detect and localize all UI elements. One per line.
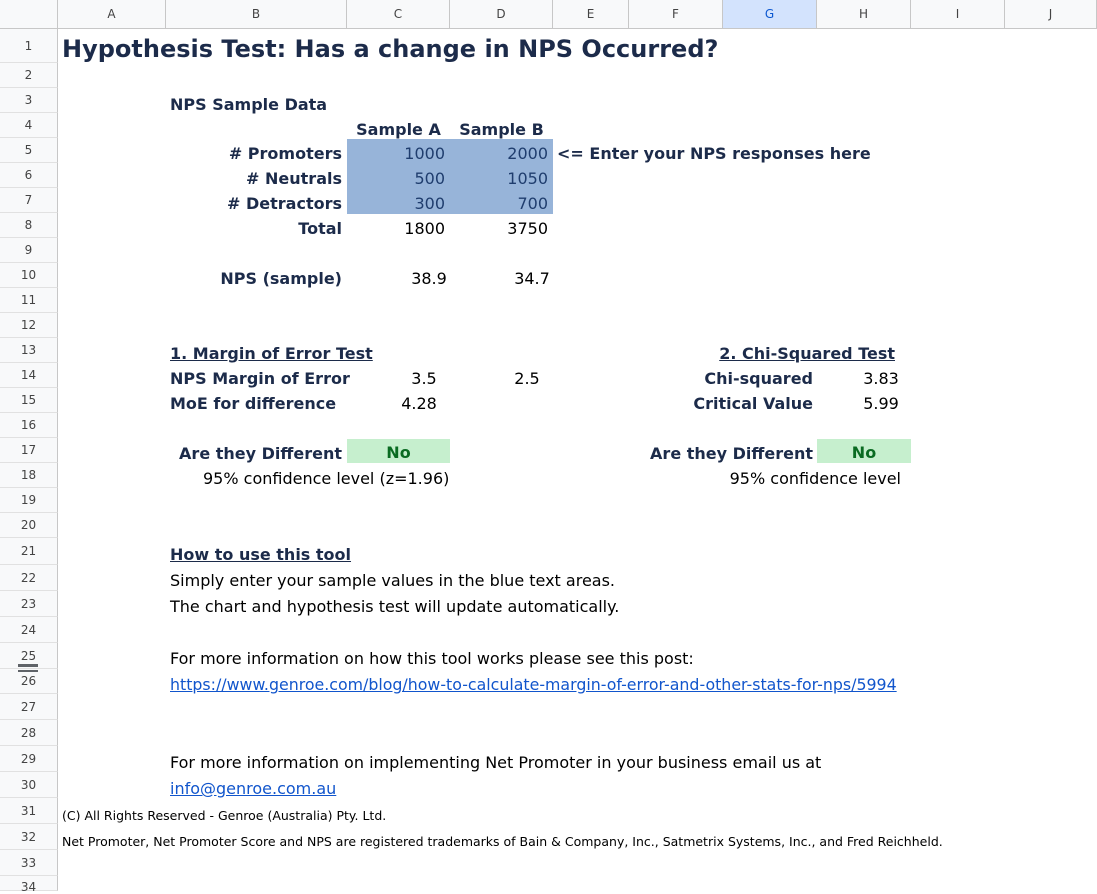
row-header-32[interactable]: 32 <box>0 824 58 850</box>
total-a-value: 1800 <box>404 219 445 238</box>
neutrals-b-input[interactable]: 1050 <box>507 169 548 188</box>
column-header-h[interactable]: H <box>817 0 911 29</box>
row-header-26[interactable]: 26 <box>0 669 58 694</box>
row-header-29[interactable]: 29 <box>0 746 58 772</box>
info-line-1: For more information on how this tool works please see this post: <box>170 649 694 668</box>
detractors-a-input[interactable]: 300 <box>414 194 445 213</box>
row-header-12[interactable]: 12 <box>0 313 58 338</box>
sample-heading: NPS Sample Data <box>170 95 328 114</box>
neutrals-label: # Neutrals <box>246 169 342 188</box>
sample-b-header: Sample B <box>459 120 544 139</box>
row-header-6[interactable]: 6 <box>0 163 58 188</box>
row-header-11[interactable]: 11 <box>0 288 58 313</box>
row-header-8[interactable]: 8 <box>0 213 58 238</box>
promoters-b-input[interactable]: 2000 <box>507 144 548 163</box>
input-hint: <= Enter your NPS responses here <box>557 144 871 163</box>
row-header-17[interactable]: 17 <box>0 438 58 463</box>
total-label: Total <box>298 219 342 238</box>
column-header-j[interactable]: J <box>1005 0 1097 29</box>
neutrals-a-input[interactable]: 500 <box>414 169 445 188</box>
row-header-24[interactable]: 24 <box>0 617 58 643</box>
chi-different-label: Are they Different <box>650 444 813 463</box>
moe-diff-value: 4.28 <box>401 394 437 413</box>
moe-confidence: 95% confidence level (z=1.96) <box>203 469 450 488</box>
column-header-g[interactable]: G <box>723 0 817 29</box>
sample-a-header: Sample A <box>356 120 441 139</box>
row-header-1[interactable]: 1 <box>0 29 58 63</box>
column-header-c[interactable]: C <box>347 0 450 29</box>
info-line-2: For more information on implementing Net Promoter in your business email us at <box>170 753 822 772</box>
chi-value: 3.83 <box>863 369 899 388</box>
moe-a-value: 3.5 <box>411 369 437 388</box>
row-header-25[interactable]: 25 <box>0 643 58 669</box>
nps-sample-label: NPS (sample) <box>220 269 342 288</box>
row-header-20[interactable]: 20 <box>0 513 58 538</box>
howto-heading: How to use this tool <box>170 545 352 564</box>
moe-different-label: Are they Different <box>179 444 342 463</box>
column-header-a[interactable]: A <box>58 0 166 29</box>
moe-heading: 1. Margin of Error Test <box>170 344 373 363</box>
row-header-22[interactable]: 22 <box>0 565 58 591</box>
row-header-23[interactable]: 23 <box>0 591 58 617</box>
row-header-15[interactable]: 15 <box>0 388 58 413</box>
chi-confidence: 95% confidence level <box>729 469 901 488</box>
moe-label: NPS Margin of Error <box>170 369 350 388</box>
detractors-b-input[interactable]: 700 <box>517 194 548 213</box>
column-header-e[interactable]: E <box>553 0 629 29</box>
row-header-27[interactable]: 27 <box>0 694 58 720</box>
row-header-30[interactable]: 30 <box>0 772 58 798</box>
row-header-21[interactable]: 21 <box>0 538 58 565</box>
column-header-b[interactable]: B <box>166 0 347 29</box>
row-header-19[interactable]: 19 <box>0 488 58 513</box>
promoters-a-input[interactable]: 1000 <box>404 144 445 163</box>
total-b-value: 3750 <box>507 219 548 238</box>
row-header-16[interactable]: 16 <box>0 413 58 438</box>
nps-a-value: 38.9 <box>411 269 447 288</box>
row-header-18[interactable]: 18 <box>0 463 58 488</box>
moe-different-result: No <box>347 439 450 463</box>
detractors-label: # Detractors <box>227 194 342 213</box>
row-header-4[interactable]: 4 <box>0 113 58 138</box>
row-header-7[interactable]: 7 <box>0 188 58 213</box>
column-header-d[interactable]: D <box>450 0 553 29</box>
select-all-corner[interactable] <box>0 0 58 29</box>
trademark-text: Net Promoter, Net Promoter Score and NPS are registered trademarks of Bain & Company, Inc., Satmetrix Systems, Inc., and Fred Reichheld. <box>62 834 943 849</box>
page-title: Hypothesis Test: Has a change in NPS Occurred? <box>62 35 719 63</box>
crit-value: 5.99 <box>863 394 899 413</box>
moe-diff-label: MoE for difference <box>170 394 337 413</box>
copyright-text: (C) All Rights Reserved - Genroe (Australia) Pty. Ltd. <box>62 808 387 823</box>
row-header-31[interactable]: 31 <box>0 798 58 824</box>
row-header-14[interactable]: 14 <box>0 363 58 388</box>
row-header-33[interactable]: 33 <box>0 850 58 876</box>
column-header-f[interactable]: F <box>629 0 723 29</box>
row-header-28[interactable]: 28 <box>0 720 58 746</box>
freeze-handle-line <box>18 670 38 672</box>
email-link[interactable]: info@genroe.com.au <box>170 779 337 798</box>
chi-label: Chi-squared <box>704 369 813 388</box>
promoters-label: # Promoters <box>228 144 342 163</box>
howto-line-1: Simply enter your sample values in the blue text areas. <box>170 571 616 590</box>
row-header-2[interactable]: 2 <box>0 63 58 88</box>
row-header-5[interactable]: 5 <box>0 138 58 163</box>
row-header-3[interactable]: 3 <box>0 88 58 113</box>
chi-heading: 2. Chi-Squared Test <box>719 344 895 363</box>
crit-label: Critical Value <box>693 394 813 413</box>
nps-b-value: 34.7 <box>514 269 550 288</box>
row-header-13[interactable]: 13 <box>0 338 58 363</box>
freeze-handle[interactable] <box>18 664 38 667</box>
moe-b-value: 2.5 <box>514 369 540 388</box>
row-header-34[interactable]: 34 <box>0 876 58 891</box>
chi-different-result: No <box>817 439 911 463</box>
column-header-i[interactable]: I <box>911 0 1005 29</box>
row-header-10[interactable]: 10 <box>0 263 58 288</box>
row-header-9[interactable]: 9 <box>0 238 58 263</box>
blog-post-link[interactable]: https://www.genroe.com/blog/how-to-calculate-margin-of-error-and-other-stats-for-nps/5994 <box>170 675 897 694</box>
howto-line-2: The chart and hypothesis test will update automatically. <box>170 597 620 616</box>
